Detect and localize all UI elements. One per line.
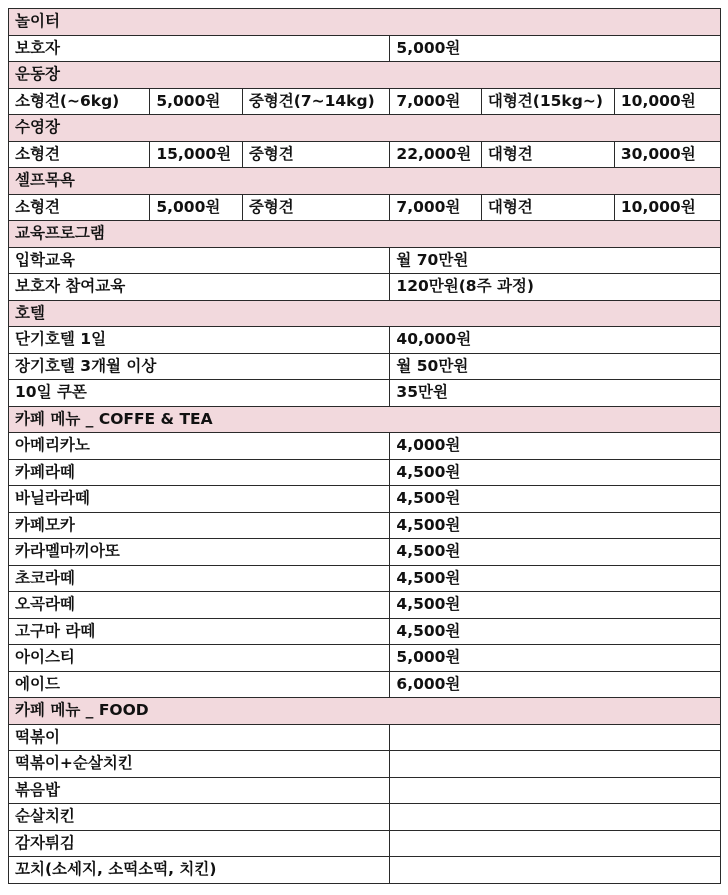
item-row [9,751,721,778]
item-label: 장기호텔 3개월 이상 [9,353,390,380]
item-price: 4,500원 [390,512,721,539]
item-label: 보호자 참여교육 [9,274,390,301]
item-label: 초코라떼 [9,565,390,592]
item-row [9,247,721,274]
item-label: 오곡라떼 [9,592,390,619]
item-row [9,671,721,698]
price-value: 5,000원 [150,194,242,221]
price-value: 5,000원 [150,88,242,115]
item-label: 카페라떼 [9,459,390,486]
item-row [9,857,721,884]
size-label: 소형견 [9,194,150,221]
item-row [9,804,721,831]
item-price: 4,500원 [390,539,721,566]
price-table [8,8,721,884]
section-header-row [9,9,721,36]
size-label: 대형견 [481,141,614,168]
section-title: 교육프로그램 [9,221,721,248]
item-label: 아이스티 [9,645,390,672]
item-row [9,512,721,539]
size-label: 중형견(7~14kg) [242,88,390,115]
size-label: 중형견 [242,141,390,168]
item-label: 바닐라라떼 [9,486,390,513]
item-label: 에이드 [9,671,390,698]
item-price: 35만원 [390,380,721,407]
size-price-row [9,88,721,115]
item-price: 월 70만원 [390,247,721,274]
item-row [9,539,721,566]
item-price: 5,000원 [390,35,721,62]
item-label: 입학교육 [9,247,390,274]
item-label: 순살치킨 [9,804,390,831]
section-title: 놀이터 [9,9,721,36]
section-header-row [9,168,721,195]
price-value: 7,000원 [390,88,481,115]
price-value: 30,000원 [614,141,720,168]
item-label: 떡볶이+순살치킨 [9,751,390,778]
item-label: 고구마 라떼 [9,618,390,645]
item-price [390,830,721,857]
item-row [9,777,721,804]
item-price: 4,500원 [390,565,721,592]
price-table-body [9,9,721,884]
section-title: 셀프목욕 [9,168,721,195]
item-row [9,645,721,672]
item-price: 4,000원 [390,433,721,460]
price-value: 22,000원 [390,141,481,168]
section-title: 호텔 [9,300,721,327]
item-row [9,592,721,619]
item-label: 아메리카노 [9,433,390,460]
item-price: 40,000원 [390,327,721,354]
item-label: 볶음밥 [9,777,390,804]
price-value: 10,000원 [614,88,720,115]
item-row [9,618,721,645]
section-header-row [9,406,721,433]
item-label: 단기호텔 1일 [9,327,390,354]
size-label: 대형견(15kg~) [481,88,614,115]
size-price-row [9,194,721,221]
item-price: 120만원(8주 과정) [390,274,721,301]
section-header-row [9,221,721,248]
item-row [9,486,721,513]
item-price [390,804,721,831]
item-row [9,565,721,592]
item-row [9,830,721,857]
size-label: 중형견 [242,194,390,221]
item-row [9,353,721,380]
section-header-row [9,300,721,327]
price-value: 10,000원 [614,194,720,221]
section-title: 카페 메뉴 _ FOOD [9,698,721,725]
size-price-row [9,141,721,168]
item-price: 6,000원 [390,671,721,698]
section-header-row [9,698,721,725]
item-price: 4,500원 [390,486,721,513]
item-price [390,751,721,778]
size-label: 대형견 [481,194,614,221]
item-row [9,35,721,62]
section-title: 수영장 [9,115,721,142]
item-label: 카라멜마끼아또 [9,539,390,566]
size-label: 소형견 [9,141,150,168]
item-price [390,857,721,884]
item-label: 떡볶이 [9,724,390,751]
section-header-row [9,62,721,89]
item-price: 4,500원 [390,592,721,619]
item-price: 4,500원 [390,618,721,645]
item-price: 5,000원 [390,645,721,672]
item-row [9,433,721,460]
price-value: 7,000원 [390,194,481,221]
item-price [390,724,721,751]
item-price: 월 50만원 [390,353,721,380]
price-value: 15,000원 [150,141,242,168]
item-label: 감자튀김 [9,830,390,857]
item-label: 카페모카 [9,512,390,539]
item-row [9,724,721,751]
section-title: 운동장 [9,62,721,89]
section-title: 카페 메뉴 _ COFFE & TEA [9,406,721,433]
item-row [9,380,721,407]
section-header-row [9,115,721,142]
item-label: 꼬치(소세지, 소떡소떡, 치킨) [9,857,390,884]
item-row [9,327,721,354]
item-row [9,459,721,486]
size-label: 소형견(~6kg) [9,88,150,115]
item-price [390,777,721,804]
item-price: 4,500원 [390,459,721,486]
item-label: 10일 쿠폰 [9,380,390,407]
item-label: 보호자 [9,35,390,62]
item-row [9,274,721,301]
